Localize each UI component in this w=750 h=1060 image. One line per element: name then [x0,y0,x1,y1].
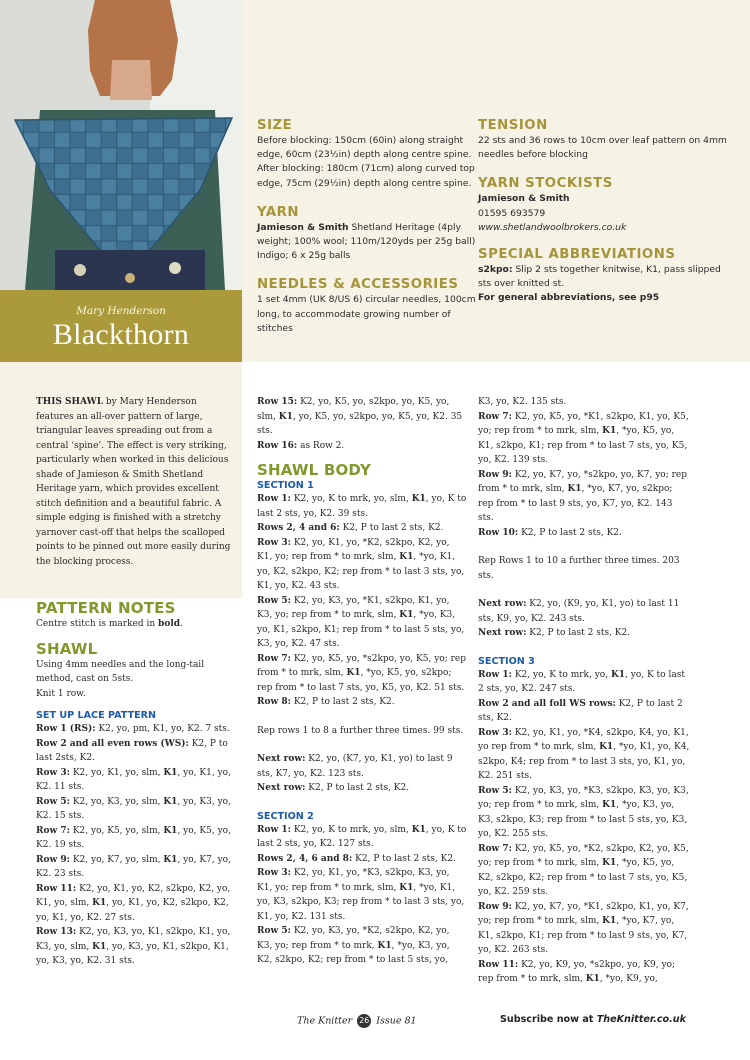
section3-heading: SECTION 3 [478,655,535,667]
centre-stitch: K1 [602,858,617,868]
row-text: K2, yo, K3, yo, *K2, s2kpo, K2, yo, K3, yo; rep from * to mrk, [257,926,450,951]
yarn-brand: Jamieson & Smith [257,221,349,233]
section1-next1-label: Next row: [257,754,306,764]
pattern-notes-bold: bold [158,619,181,629]
pattern-row [478,668,690,697]
row-text: as Row 2. [297,440,345,451]
row-label: Row 1 (RS): [36,724,96,734]
row-text-end: , *yo, K5, yo, K1, s2kpo, K1; rep from * to last 7 sts, yo, K5, yo, K2. 139 sts. [478,426,688,465]
centre-stitch: K1 [610,669,626,680]
centre-stitch: K1 [377,940,392,951]
row-label: Rows 2, 4, 6 and 8: [257,853,353,864]
centre-stitch: K1 [411,494,426,504]
pattern-title: Blackthorn [52,318,190,351]
row-text: K2, P to last 2 sts, K2. [352,853,456,864]
setup-rows [36,722,232,969]
pattern-row [478,410,690,468]
row-text: K2, yo, K3, yo, *K1, s2kpo, K1, yo, K3, yo; rep from * to mrk, slm, [257,595,450,620]
pattern-row [257,439,467,454]
size-heading: SIZE [257,118,293,133]
row-label: Row 3: [36,767,70,778]
pattern-row [257,695,467,710]
row-text: K2, yo, K1, yo, *K2, s2kpo, K2, yo, K1, yo; rep from * to mrk, slm, [257,537,450,562]
pattern-row [257,823,467,852]
row-text-end: , *yo, K3, yo, K2, s2kpo, K2; rep from * to last 5 sts, yo, [257,940,450,965]
row-text: K2, yo, K5, yo, *K1, s2kpo, K1, yo, K5, yo; rep from * to mrk, slm, [478,411,689,436]
row-label: Row 7: [257,653,291,664]
row-label: Row 3: [257,868,291,878]
info-column-right [478,118,733,306]
author-name: Mary Henderson [76,305,166,317]
title-block [0,290,242,362]
centre-stitch: K1 [92,941,107,952]
row-text-end: , *yo, K1, yo, K3, s2kpo, K3; rep from * to last 3 sts, yo, K1, yo, K2. 131 sts. [257,882,465,922]
pattern-row [36,737,232,766]
pattern-row [478,526,690,541]
centre-stitch: K1 [567,484,582,494]
row-label: Row 1: [257,824,291,835]
centre-stitch: K1 [599,742,614,752]
row-text-end: , *yo, K7, yo, s2kpo; rep from * to last 9 sts, yo, K7, yo, K2. 143 sts. [478,484,673,523]
centre-stitch: K1 [399,552,414,562]
pattern-row [36,795,232,824]
footer-left [297,1014,417,1028]
needles-text: 1 set 4mm (UK 8/US 6) circular needles, 100cm long, to accommodate growing number of stitches [257,294,476,334]
footer-right [500,1014,686,1025]
row-label: Row 5: [478,785,512,796]
row-text-end: , *yo, K1, yo, K4, s2kpo, K4; rep from * to last 3 sts, yo, K1, yo, K2. 251 sts. [478,742,690,781]
row-label: Row 1: [257,494,291,504]
pattern-row [36,925,232,969]
row-text: K2, yo, pm, K1, yo, K2. 7 sts. [95,724,230,734]
row-text: K2, yo, K7, yo, *K1, s2kpo, K1, yo, K7, yo; rep from * to mrk, slm, [478,901,689,926]
subscribe-text: Subscribe now at [499,1014,597,1025]
row-label: Row 15: [257,397,298,407]
row-text: K2, yo, K5, yo, s2kpo, yo, K5, yo, slm, [257,397,450,422]
abbrev-definition: Slip 2 sts together knitwise, K1, pass slipped sts over knitted st. [478,264,721,290]
tension-text: 22 sts and 36 rows to 10cm over leaf pattern on 4mm needles before blocking [478,135,727,161]
centre-stitch: K1 [346,668,361,678]
row-text: K2, yo, K1, yo, slm, [69,767,164,778]
pattern-row [257,492,467,521]
row-label: Row 9: [36,854,70,865]
centre-stitch: K1 [92,898,107,908]
pattern-row [478,784,690,842]
row-text-end: , yo, K5, yo, K2. 19 sts. [36,825,231,850]
centre-stitch: K1 [602,426,617,436]
centre-stitch: K1 [163,825,178,836]
row-text: K2, yo, K3, yo, K1, s2kpo, K1, yo, K3, yo, slm, [36,927,231,952]
row-label: Row 7: [36,825,70,836]
yarn-heading: YARN [257,204,300,220]
row-label: Row 2 and all even rows (WS): [36,738,189,749]
row-text-end: , yo, K3, yo, K1, s2kpo, K1, yo, K3, yo, K2. 31 sts. [36,941,229,966]
col3-repeat: Rep Rows 1 to 10 a further three times. 203 sts. [478,556,680,581]
centre-stitch: K1 [602,800,617,810]
page-number: 26 [357,1014,371,1028]
row-text-end: , yo, K1, yo, K2, s2kpo, K2, yo, K1, yo, K2. 27 sts. [36,898,229,923]
row-label: Rows 2, 4 and 6: [257,523,340,533]
issue-number: Issue 81 [376,1015,417,1027]
row-text-end: , yo, K to last 2 sts, yo, K2. 39 sts. [257,494,467,519]
tension-heading: TENSION [478,118,548,133]
row-text: K2, yo, K to mrk, yo, slm, [290,824,412,835]
row-text-end: , yo, K1, yo, K2. 11 sts. [36,767,231,792]
row-label: Row 8: [257,697,291,707]
pattern-row [257,652,467,696]
section1-next2 [257,781,467,796]
col3-rows [478,410,690,541]
pattern-notes-text-a: Centre stitch is marked in [36,619,159,629]
row-text: K2, yo, K1, yo, *K3, s2kpo, K3, yo, K1, yo; rep from * to mrk, slm, [257,868,450,893]
centre-stitch: K1 [278,411,293,422]
centre-stitch: K1 [399,882,414,893]
row-text: K2, yo, K5, yo, *K2, s2kpo, K2, yo, K5, yo; rep from * to mrk, slm, [478,843,689,868]
intro-paragraph [36,395,232,569]
row-text-end: , *yo, K1, yo, K2, s2kpo, K2; rep from * to last 3 sts, yo, K1, yo, K2. 43 sts. [257,552,465,591]
pattern-row [257,395,467,439]
row-text-end: , yo, K3, yo, K2. 15 sts. [36,796,231,821]
row-text: K2, yo, K5, yo, *s2kpo, yo, K5, yo; rep from * to mrk, slm, [257,653,466,678]
stockists-heading: YARN STOCKISTS [478,176,613,192]
row-text: K2, yo, K7, yo, slm, [69,854,164,865]
row-text-end: , yo, K7, yo, K2. 23 sts. [36,854,231,879]
pattern-row [478,842,690,900]
abbrev-text [478,263,733,291]
col3-next1 [478,597,690,626]
stockist-web [478,221,733,235]
stockist-web-text[interactable]: www.shetlandwoolbrokers.co.uk [478,221,627,233]
section1-heading: SECTION 1 [257,480,314,491]
pattern-row [257,521,467,536]
shawl-text: Using 4mm needles and the long-tail method, cast on 5sts. [36,659,205,684]
row-text: K2, P to last 2 sts, K2. [290,697,395,707]
model-photo [0,0,242,290]
centre-stitch: K1 [585,974,600,984]
pattern-row [478,958,690,987]
col3-next1-label: Next row: [478,599,527,609]
col3-next1-text: K2, yo, (K9, yo, K1, yo) to last 11 sts, K9, yo, K2. 243 sts. [478,599,680,624]
section3-rows [478,668,690,987]
row-text: K2, P to last 2 sts, K2. [518,527,622,538]
pattern-row [257,536,467,594]
row-label: Row 10: [478,527,519,538]
pattern-row [257,866,467,924]
centre-stitch: K1 [411,824,426,835]
shawl-body-heading: SHAWL BODY [257,461,372,479]
section1-next1-text: K2, yo, (K7, yo, K1, yo) to last 9 sts, K7, yo, K2. 123 sts. [257,754,453,779]
stockist-name-text: Jamieson & Smith [478,193,570,205]
pattern-row [36,824,232,853]
magazine-name: The Knitter [297,1015,353,1027]
info-column-left [257,118,487,336]
row-text: K2, yo, K9, yo, *s2kpo, yo, K9, yo; rep from * to mrk, slm, [478,959,676,984]
row-text: K2, yo, K to mrk, yo, slm, [290,494,412,504]
row-text: K2, P to last 2sts, K2. [36,738,228,763]
row-text: K2, yo, K1, yo, *K4, s2kpo, K4, yo, K1, yo rep from * to mrk, slm, [478,727,689,752]
centre-stitch: K1 [399,610,414,620]
pattern-row [257,594,467,652]
col3-next2-label: Next row: [478,628,527,638]
subscribe-site[interactable]: TheKnitter.co.uk [596,1014,686,1025]
row-text: K2, yo, K3, yo, *K3, s2kpo, K3, yo, K3, yo; rep from * to mrk, slm, [478,785,689,810]
pattern-row [478,900,690,958]
centre-stitch: K1 [602,916,617,926]
row-label: Row 13: [36,927,77,937]
row-text: K2, yo, K to mrk, yo, [511,669,611,680]
row-text-end: , yo, K to last 2 sts, yo, K2. 247 sts. [478,669,685,694]
section2-heading: SECTION 2 [257,810,314,822]
row-text-end: , *yo, K5, yo, s2kpo; rep from * to last 7 sts, yo, K5, yo, K2. 51 sts. [257,668,465,693]
row-label: Row 11: [478,959,519,970]
row-label: Row 3: [257,537,291,548]
row-label: Row 11: [36,883,77,894]
stockist-name [478,192,733,206]
section1-repeat: Rep rows 1 to 8 a further three times. 99 sts. [257,725,464,736]
column-2 [257,395,467,968]
intro-text: by Mary Henderson features an all-over pattern of large, triangular leaves spreading out from a central ‘spine’. The effect is very striking, particularly when worked in this delicious shade of Jamieson & Smith Shetland Heritage yarn, which provides excellent stitch definition and a beautiful fabric. A simple edging is finished with a stretchy yarnover cast-off that helps the scalloped points to be pinned out more easily during the blocking process. [36,397,231,567]
row-text-end: , *yo, K3, yo, K1, s2kpo, K1; rep from * to last 5 sts, yo, K3, yo, K2. 47 sts. [257,610,465,649]
column-1 [36,395,232,969]
pattern-notes-end: . [180,619,183,629]
yarn-text [257,221,487,264]
col3-top: K3, yo, K2. 135 sts. [478,397,567,407]
centre-stitch: K1 [163,796,178,807]
pattern-notes-heading: PATTERN NOTES [36,599,176,617]
row-text: K2, P to last 2 sts, K2. [478,698,683,723]
pattern-row [478,697,690,726]
centre-stitch: K1 [163,854,178,865]
section1-rows [257,492,467,710]
row-text: K2, yo, K7, yo, *s2kpo, yo, K7, yo; rep from * to mrk, slm, [478,469,687,494]
row-text-end: , yo, K to last 2 sts, yo, K2. 127 sts. [257,824,467,849]
yarn-details: Shetland Heritage (4ply weight; 100% wool; 110m/120yds per 25g ball) Indigo; 6 x 25g balls [257,221,476,262]
abbrev-heading: SPECIAL ABBREVIATIONS [478,247,676,263]
row-label: Row 2 and all foll WS rows: [478,698,616,709]
abbrev-general-text: For general abbreviations, see p95 [478,292,660,304]
pattern-row [36,853,232,882]
row-text-end: , *yo, K5, yo, K2, s2kpo, K2; rep from * to last 7 sts, yo, K5, yo, K2. 259 sts. [478,858,688,897]
row-label: Row 7: [478,411,512,422]
pattern-notes-text [36,617,232,632]
section2-rows [257,823,467,968]
section1-next2-text: K2, P to last 2 sts, K2. [305,783,410,793]
row-label: Row 5: [257,926,291,936]
pattern-row [257,924,467,968]
row-label: Row 3: [478,727,512,738]
col3-next2 [478,626,690,641]
pattern-row [36,766,232,795]
row-label: Row 1: [478,669,512,680]
col2-top-rows [257,395,467,453]
pattern-row [478,468,690,526]
pattern-row [36,882,232,926]
row-text: K2, yo, K5, yo, slm, [69,825,164,836]
pattern-row [257,852,467,867]
row-label: Row 5: [36,796,70,807]
row-label: Row 7: [478,843,512,854]
section1-next2-label: Next row: [257,783,306,793]
row-label: Row 5: [257,595,291,606]
row-text: K2, P to last 2 sts, K2. [339,523,444,533]
intro-lead: THIS SHAWL [36,397,104,407]
size-text: Before blocking: 150cm (60in) along straight edge, 60cm (23½in) depth along centre spine. After blocking: 180cm (71cm) along curved top edge, 75cm (29½in) depth along centre spine. [257,135,475,189]
row-text-end: , yo, K5, yo, s2kpo, yo, K5, yo, K2. 35 sts. [257,411,463,436]
col3-next2-text: K2, P to last 2 sts, K2. [526,628,631,638]
row-text: K2, yo, K3, yo, slm, [69,796,164,807]
abbrev-general [478,291,733,305]
needles-heading: NEEDLES & ACCESSORIES [257,277,459,293]
abbrev-term: s2kpo: [478,264,513,276]
section1-next1 [257,752,467,781]
shawl-photo-illustration [0,0,242,290]
row-text-end: , *yo, K7, yo, K1, s2kpo, K1; rep from * to last 9 sts, yo, K7, yo, K2. 263 sts. [478,916,688,955]
pattern-row [36,722,232,737]
row-label: Row 16: [257,440,298,451]
shawl-heading: SHAWL [36,639,98,658]
setup-heading: SET UP LACE PATTERN [36,710,157,721]
row-text: K2, yo, K1, yo, K2, s2kpo, K2, yo, K1, yo, slm, [36,883,231,908]
shawl-text-2: Knit 1 row. [36,688,86,699]
row-text-end: , *yo, K3, yo, K3, s2kpo, K3; rep from * to last 5 sts, yo, K3, yo, K2. 255 sts. [478,800,688,839]
stockist-phone: 01595 693579 [478,207,546,219]
column-3 [478,395,690,987]
row-label: Row 9: [478,901,512,912]
row-label: Row 9: [478,469,512,480]
pattern-row [478,726,690,784]
centre-stitch: K1 [163,767,178,778]
row-text-end: , *yo, K9, yo, [599,974,658,984]
